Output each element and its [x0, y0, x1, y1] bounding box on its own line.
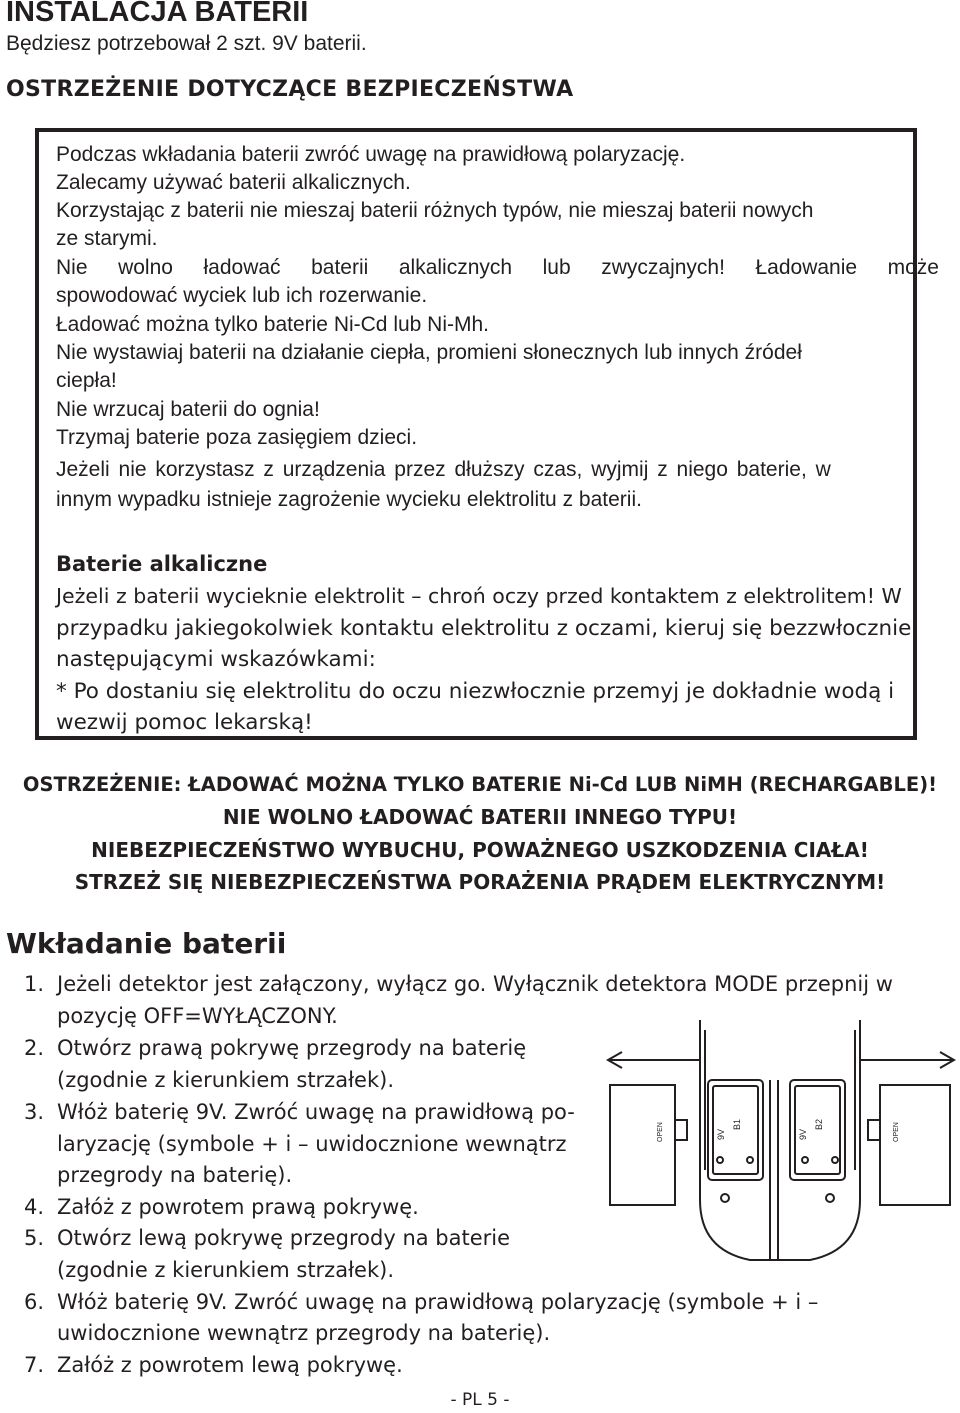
safety-line: spowodować wyciek lub ich rozerwanie. [56, 284, 428, 307]
battery-id-left: B1 [732, 1118, 742, 1130]
step-line: pozycję OFF=WYŁĄCZONY. [57, 1004, 338, 1028]
alkaline-title: Baterie alkaliczne [56, 552, 268, 576]
step-number: 1. [24, 972, 45, 996]
battery-label-left: 9V [716, 1128, 726, 1140]
page-number: - PL 5 - [450, 1390, 510, 1410]
step-number: 5. [24, 1226, 45, 1250]
battery-id-right: B2 [814, 1118, 824, 1130]
safety-line: Podczas wkładania baterii zwróć uwagę na prawidłową polaryzację. [56, 143, 686, 166]
step-line: (zgodnie z kierunkiem strzałek). [57, 1258, 394, 1282]
battery-compartment-diagram [600, 1010, 960, 1270]
step-number: 3. [24, 1100, 45, 1124]
step-line: Włóż baterię 9V. Zwróć uwagę na prawidłową polaryzację (symbole + i – [57, 1290, 819, 1314]
step-line: Otwórz lewą pokrywę przegrody na baterie [57, 1226, 511, 1250]
battery-cover-right [880, 1085, 950, 1205]
open-label-left: OPEN [657, 1122, 664, 1142]
warning-line: OSTRZEŻENIE: ŁADOWAĆ MOŻNA TYLKO BATERIE Ni-Cd LUB NiMH (RECHARGABLE)! [22, 773, 938, 796]
safety-line: Ładować można tylko baterie Ni-Cd lub Ni-Mh. [56, 313, 490, 336]
open-label-right: OPEN [893, 1122, 900, 1142]
step-number: 7. [24, 1353, 45, 1377]
step-line: Jeżeli detektor jest załączony, wyłącz go. Wyłącznik detektora MODE przepnij w [57, 972, 893, 996]
step-line: Załóż z powrotem lewą pokrywę. [57, 1353, 403, 1377]
battery-label-right: 9V [798, 1128, 808, 1140]
alkaline-line: * Po dostaniu się elektrolitu do oczu niezwłocznie przemyj je dokładnie wodą i [56, 679, 895, 704]
alkaline-line: Jeżeli z baterii wycieknie elektrolit – chroń oczy przed kontaktem z elektrolitem! W [56, 584, 902, 608]
safety-line: ze starymi. [56, 227, 158, 250]
safety-line: Jeżeli nie korzystasz z urządzenia przez dłuższy czas, wyjmij z niego baterie, w [56, 458, 831, 481]
safety-line: Zalecamy używać baterii alkalicznych. [56, 171, 411, 194]
step-number: 6. [24, 1290, 45, 1314]
safety-line: Nie wystawiaj baterii na działanie ciepła, promieni słonecznych lub innych źródeł [56, 341, 802, 364]
step-line: przegrody na baterię). [57, 1163, 293, 1187]
alkaline-line: wezwij pomoc lekarską! [56, 710, 313, 735]
step-line: Załóż z powrotem prawą pokrywę. [57, 1195, 419, 1219]
step-number: 4. [24, 1195, 45, 1219]
step-line: Włóż baterię 9V. Zwróć uwagę na prawidłową po- [57, 1100, 575, 1124]
safety-line: innym wypadku istnieje zagrożenie wycieku elektrolitu z baterii. [56, 488, 642, 511]
warning-line: NIEBEZPIECZEŃSTWO WYBUCHU, POWAŻNEGO USZKODZENIA CIAŁA! [91, 838, 869, 862]
alkaline-line: przypadku jakiegokolwiek kontaktu elektrolitu z oczami, kieruj się bezzwłocznie [56, 616, 912, 641]
insert-heading: Wkładanie baterii [6, 927, 287, 960]
warning-line: STRZEŻ SIĘ NIEBEZPIECZEŃSTWA PORAŻENIA PRĄDEM ELEKTRYCZNYM! [74, 870, 886, 894]
step-line: (zgodnie z kierunkiem strzałek). [57, 1068, 394, 1092]
safety-line: ciepła! [56, 369, 117, 392]
alkaline-line: następującymi wskazówkami: [56, 647, 376, 672]
step-line: Otwórz prawą pokrywę przegrody na baterię [57, 1036, 527, 1060]
step-line: laryzację (symbole + i – uwidocznione wewnątrz [57, 1132, 567, 1156]
safety-heading: OSTRZEŻENIE DOTYCZĄCE BEZPIECZEŃSTWA [6, 77, 574, 102]
page-title: INSTALACJA BATERII [6, 0, 309, 28]
step-line: uwidocznione wewnątrz przegrody na baterię). [57, 1321, 551, 1345]
battery-cover-left [610, 1085, 675, 1205]
safety-line: Nie wolno ładować baterii alkalicznych lub zwyczajnych! Ładowanie może [56, 256, 939, 279]
safety-line: Trzymaj baterie poza zasięgiem dzieci. [56, 426, 418, 449]
safety-line: Nie wrzucaj baterii do ognia! [56, 398, 320, 421]
subtitle: Będziesz potrzebował 2 szt. 9V baterii. [6, 32, 367, 55]
step-number: 2. [24, 1036, 45, 1060]
safety-line: Korzystając z baterii nie mieszaj baterii różnych typów, nie mieszaj baterii nowych [56, 199, 814, 222]
warning-line: NIE WOLNO ŁADOWAĆ BATERII INNEGO TYPU! [222, 805, 738, 829]
